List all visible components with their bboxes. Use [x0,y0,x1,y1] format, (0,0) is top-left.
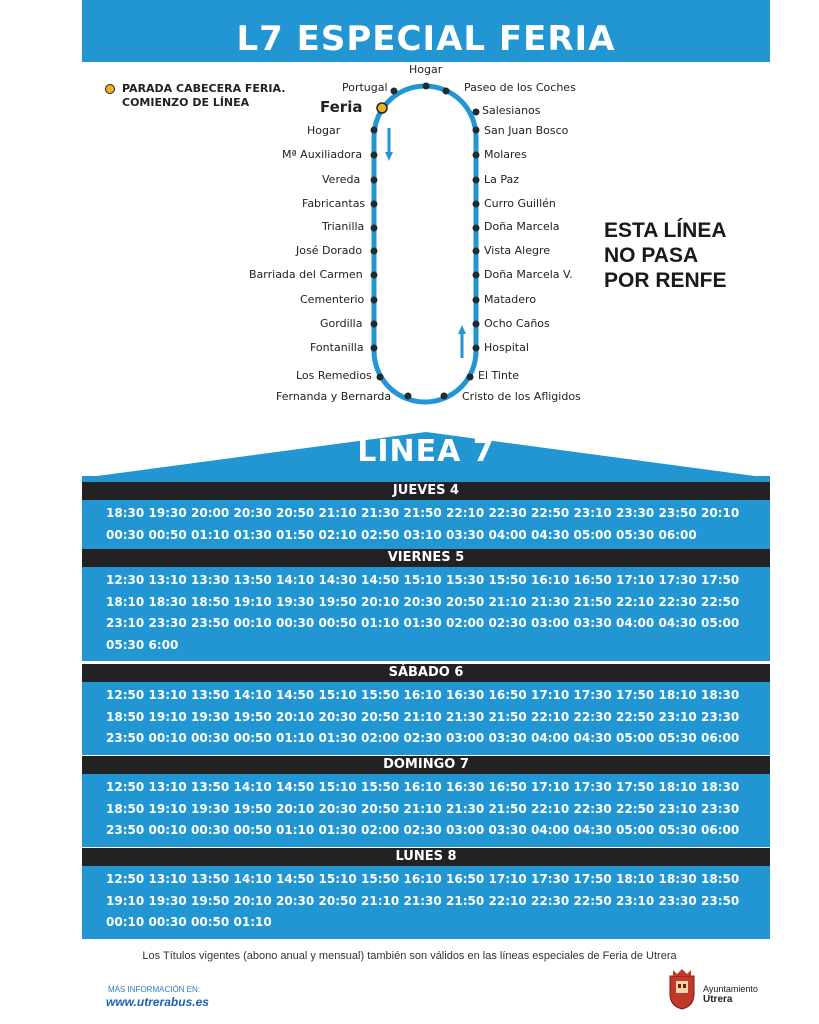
departure-time: 01:10 [361,616,400,630]
departure-time: 14:50 [276,688,315,702]
departure-time: 15:50 [361,872,400,886]
departure-time: 15:50 [488,573,527,587]
departure-time: 01:10 [233,915,272,929]
stop-portugal: Portugal [342,81,388,94]
departure-time: 19:50 [191,893,230,908]
stop-left-7: Cementerio [300,293,365,306]
departure-time: 18:50 [106,801,145,816]
stop-right-6: Vista Alegre [484,244,550,257]
departure-time: 13:10 [148,872,187,886]
stop-dot [405,393,412,400]
stop-dot [371,321,378,328]
departure-time: 04:00 [531,731,570,745]
ayuntamiento-crest-icon [667,968,697,1010]
stop-paseo-coches: Paseo de los Coches [464,81,576,94]
departure-time: 00:10 [148,731,187,745]
departure-time: 04:30 [573,823,612,837]
departure-time: 02:30 [403,823,442,837]
down-arrow-head-icon [385,152,393,161]
departure-time: 17:30 [658,573,697,587]
departure-time: 21:30 [446,801,485,816]
stop-dot [473,109,480,116]
departure-time: 13:10 [148,780,187,794]
departure-time: 12:50 [106,872,145,886]
stop-dot [473,225,480,232]
departure-time: 22:50 [701,594,740,609]
departure-time: 05:30 [616,527,655,542]
departure-time: 21:30 [361,506,400,520]
departure-time: 17:30 [573,780,612,794]
departure-time: 14:10 [276,573,315,587]
departure-time: 16:30 [446,688,485,702]
departure-time: 22:10 [488,893,527,908]
departure-time: 00:30 [106,527,145,542]
departure-time: 13:50 [191,688,230,702]
departure-time: 21:50 [488,801,527,816]
departure-time: 01:10 [276,823,315,837]
departure-time: 21:30 [531,594,570,609]
stop-left-10: Los Remedios [296,369,372,382]
stop-right-8: Matadero [484,293,537,306]
departure-time: 03:00 [446,731,485,745]
departure-time: 01:10 [276,731,315,745]
poster [82,0,770,942]
stop-dot [443,88,450,95]
stop-dot [371,177,378,184]
stop-dot [371,225,378,232]
departure-time: 00:50 [191,915,230,929]
legend-line2: COMIENZO DE LÍNEA [122,96,250,109]
departure-time: 23:30 [616,506,655,520]
departure-time: 05:00 [573,527,612,542]
departure-time: 19:50 [233,801,272,816]
departure-time: 20:30 [276,893,315,908]
departure-time: 18:30 [701,780,740,794]
departure-time: 22:30 [573,801,612,816]
departure-time: 00:50 [318,616,357,630]
stop-left-0: Hogar [307,124,341,137]
departure-time: 15:50 [361,688,400,702]
ayto-line1: Ayuntamiento [703,984,758,994]
stop-dot [467,374,474,381]
departure-time: 22:50 [531,506,570,520]
departure-time: 14:50 [276,872,315,886]
stop-dot [371,201,378,208]
departure-time: 22:50 [573,893,612,908]
stop-dot [423,83,430,90]
departure-time: 18:30 [148,594,187,609]
departure-time: 05:30 [658,823,697,837]
departure-time: 19:30 [148,506,187,520]
departure-time: 18:50 [701,872,740,886]
departure-time: 20:30 [318,801,357,816]
notice-line3: POR RENFE [604,269,727,292]
departure-time: 22:50 [616,801,655,816]
departure-time: 23:10 [106,616,145,630]
stop-dot [473,201,480,208]
departure-time: 18:10 [658,780,697,794]
departure-time: 18:50 [191,594,230,609]
departure-time: 00:30 [191,731,230,745]
departure-time: 01:10 [191,527,230,542]
departure-time: 02:30 [488,616,527,630]
stop-dot [473,272,480,279]
departure-time: 23:50 [106,731,145,745]
stop-dot [473,127,480,134]
stop-left-5: José Dorado [296,244,363,257]
departure-time: 22:10 [531,709,570,724]
stop-dot [371,297,378,304]
departure-time: 03:30 [446,527,485,542]
departure-time: 01:30 [318,823,357,837]
stop-right-0: Salesianos [482,104,541,117]
departure-time: 20:10 [361,594,400,609]
departure-time: 14:10 [233,688,272,702]
departure-time: 02:00 [361,823,400,837]
departure-time: 19:30 [191,709,230,724]
stop-right-5: Doña Marcela [484,220,560,233]
departure-time: 04:30 [573,731,612,745]
departure-time: 21:10 [361,893,400,908]
departure-time: 06:00 [658,527,697,542]
departure-time: 23:50 [191,616,230,630]
departure-time: 19:30 [276,594,315,609]
departure-time: 14:30 [318,573,357,587]
departure-time: 22:50 [616,709,655,724]
legend-line1: PARADA CABECERA FERIA. [122,82,286,95]
departure-time: 16:10 [403,688,442,702]
departure-time: 19:10 [106,893,145,908]
departure-time: 13:50 [191,872,230,886]
stop-right-9: Ocho Caños [484,317,550,330]
departure-time: 23:10 [573,506,612,520]
footer-note: Los Títulos vigentes (abono anual y mensual) también son válidos en las líneas especiales de Feria de Utrera [142,950,677,962]
departure-time: 17:50 [701,573,740,587]
departure-time: 03:00 [531,616,570,630]
departure-time: 05:00 [701,616,740,630]
departure-time: 02:30 [403,731,442,745]
stop-right-7: Doña Marcela V. [484,268,573,281]
up-arrow-head-icon [458,325,466,334]
departure-time: 18:30 [701,688,740,702]
departure-time: 20:10 [276,801,315,816]
departure-time: 17:10 [488,872,527,886]
departure-time: 21:50 [446,893,485,908]
stop-right-1: San Juan Bosco [484,124,569,137]
departure-time: 20:30 [318,709,357,724]
title-bar [82,0,770,62]
departure-time: 22:10 [531,801,570,816]
departure-time: 00:10 [106,915,145,929]
stop-right-2: Molares [484,148,527,161]
departure-time: 15:10 [318,872,357,886]
stop-dot [371,152,378,159]
departure-time: 20:00 [191,506,230,520]
stop-dot [473,321,480,328]
stop-left-1: Mª Auxiliadora [282,148,363,161]
day-header: LUNES 8 [82,848,770,866]
departure-time: 22:30 [531,893,570,908]
departure-time: 21:30 [403,893,442,908]
departure-time: 15:10 [403,573,442,587]
departure-time: 00:50 [233,823,272,837]
departure-time: 17:50 [616,780,655,794]
departure-time: 02:50 [361,527,400,542]
stop-left-11: Fernanda y Bernarda [276,390,392,403]
departure-time: 23:30 [701,801,740,816]
departure-time: 04:30 [658,616,697,630]
departure-time: 23:50 [701,893,740,908]
departure-time: 04:30 [531,527,570,542]
day-header: DOMINGO 7 [82,756,770,774]
departure-time: 16:10 [531,573,570,587]
departure-time: 17:50 [573,872,612,886]
ayto-line2: Utrera [703,994,733,1005]
stop-dot [371,248,378,255]
departure-time: 13:10 [148,573,187,587]
stop-dot [473,345,480,352]
departure-time: 23:10 [658,709,697,724]
departure-time: 14:10 [233,872,272,886]
departure-time: 18:10 [106,594,145,609]
departure-time: 16:50 [488,780,527,794]
departure-time: 14:50 [276,780,315,794]
departure-time: 20:10 [701,506,740,520]
departure-time: 20:10 [233,893,272,908]
departure-time: 17:30 [573,688,612,702]
departure-time: 15:10 [318,688,357,702]
more-info-label: MÁS INFORMACIÓN EN: [108,985,201,994]
stop-left-8: Gordilla [320,317,363,330]
stop-left-9: Fontanilla [310,341,364,354]
departure-time: 02:00 [361,731,400,745]
stop-dot [371,272,378,279]
departure-time: 13:10 [148,688,187,702]
stop-dot [473,297,480,304]
departure-time: 20:50 [276,506,315,520]
departure-time: 17:10 [616,573,655,587]
departure-time: 14:10 [233,780,272,794]
departure-time: 04:00 [616,616,655,630]
departure-time: 03:30 [488,823,527,837]
departure-time: 22:10 [446,506,485,520]
departure-time: 19:30 [191,801,230,816]
stop-right-12: Cristo de los Afligidos [462,390,581,403]
stop-left-6: Barriada del Carmen [249,268,363,281]
stop-left-2: Vereda [322,173,361,186]
departure-time: 00:30 [191,823,230,837]
departure-time: 06:00 [701,823,740,837]
stop-dot [391,88,398,95]
feria-head-stop-icon [377,103,387,113]
departure-time: 05:30 [106,637,145,652]
departure-time: 05:00 [616,823,655,837]
stop-hogar-top: Hogar [409,63,443,76]
departure-time: 12:50 [106,688,145,702]
departure-time: 22:30 [658,594,697,609]
ayuntamiento-label [703,984,758,1005]
departure-time: 04:00 [531,823,570,837]
departure-time: 21:10 [488,594,527,609]
departure-time: 19:10 [148,709,187,724]
departure-time: 12:50 [106,780,145,794]
notice-line2: NO PASA [604,244,699,267]
stop-dot [441,393,448,400]
departure-time: 18:10 [658,688,697,702]
departure-time: 19:50 [233,709,272,724]
departure-time: 20:10 [276,709,315,724]
departure-time: 01:30 [318,731,357,745]
departure-time: 19:10 [233,594,272,609]
departure-time: 6:00 [148,637,179,652]
stop-right-10: Hospital [484,341,529,354]
day-header: SÁBADO 6 [82,664,770,682]
departure-time: 19:30 [148,893,187,908]
departure-time: 13:50 [233,573,272,587]
stop-left-3: Fabricantas [302,197,366,210]
departure-time: 13:30 [191,573,230,587]
departure-time: 23:10 [616,893,655,908]
departure-time: 17:30 [531,872,570,886]
departure-time: 21:30 [446,709,485,724]
departure-time: 20:30 [233,506,272,520]
departure-time: 23:50 [658,506,697,520]
line-title: LÍNEA 7 [357,434,495,469]
departure-time: 03:10 [403,527,442,542]
departure-time: 15:30 [446,573,485,587]
departure-time: 21:50 [573,594,612,609]
departure-time: 23:30 [658,893,697,908]
departure-time: 17:10 [531,688,570,702]
more-info-link[interactable]: www.utrerabus.es [106,995,209,1009]
departure-time: 04:00 [488,527,527,542]
departure-time: 05:30 [658,731,697,745]
departure-time: 01:50 [276,527,315,542]
page-title: L7 ESPECIAL FERIA [236,19,616,59]
departure-time: 20:50 [361,709,400,724]
departure-time: 21:10 [403,801,442,816]
departure-time: 22:30 [488,506,527,520]
departure-time: 21:50 [403,506,442,520]
departure-time: 00:50 [233,731,272,745]
departure-time: 16:30 [446,780,485,794]
departure-time: 23:30 [148,616,187,630]
departure-time: 05:00 [616,731,655,745]
stop-feria: Feria [320,98,363,116]
departure-time: 00:10 [148,823,187,837]
departure-time: 23:10 [658,801,697,816]
departure-time: 19:50 [318,594,357,609]
departure-time: 02:00 [446,616,485,630]
departure-time: 17:50 [616,688,655,702]
stop-right-4: Curro Guillén [484,197,556,210]
departure-time: 18:30 [658,872,697,886]
departure-time: 00:30 [148,915,187,929]
stop-dot [473,248,480,255]
stop-dot [473,152,480,159]
departure-time: 00:50 [148,527,187,542]
departure-time: 16:10 [403,780,442,794]
day-header: JUEVES 4 [82,482,770,500]
stop-right-3: La Paz [484,173,520,186]
departure-time: 20:50 [318,893,357,908]
departure-time: 02:10 [318,527,357,542]
departure-time: 20:30 [403,594,442,609]
head-stop-marker-icon [105,84,115,94]
departure-time: 23:30 [701,709,740,724]
departure-time: 00:30 [276,616,315,630]
departure-time: 16:50 [488,688,527,702]
departure-time: 03:30 [488,731,527,745]
stop-dot [377,374,384,381]
departure-time: 16:50 [573,573,612,587]
departure-time: 22:30 [573,709,612,724]
departure-time: 21:10 [318,506,357,520]
departure-time: 06:00 [701,731,740,745]
departure-time: 22:10 [616,594,655,609]
departure-time: 21:50 [488,709,527,724]
stop-left-4: Trianilla [322,220,365,233]
departure-time: 23:50 [106,823,145,837]
stop-dot [371,345,378,352]
stop-right-11: El Tinte [478,369,519,382]
departure-time: 15:10 [318,780,357,794]
departure-time: 21:10 [403,709,442,724]
departure-time: 18:50 [106,709,145,724]
stop-dot [473,177,480,184]
no-renfe-notice [604,218,727,293]
departure-time: 03:00 [446,823,485,837]
day-header: VIERNES 5 [82,549,770,567]
stop-dot [371,127,378,134]
departure-time: 17:10 [531,780,570,794]
notice-line1: ESTA LÍNEA [604,219,727,242]
departure-time: 01:30 [233,527,272,542]
departure-time: 16:50 [446,872,485,886]
departure-time: 03:30 [573,616,612,630]
departure-time: 19:10 [148,801,187,816]
departure-time: 18:30 [106,506,145,520]
departure-time: 20:50 [446,594,485,609]
departure-time: 01:30 [403,616,442,630]
departure-time: 00:10 [233,616,272,630]
departure-time: 14:50 [361,573,400,587]
departure-time: 18:10 [616,872,655,886]
departure-time: 13:50 [191,780,230,794]
departure-time: 15:50 [361,780,400,794]
departure-time: 20:50 [361,801,400,816]
departure-time: 12:30 [106,573,145,587]
departure-time: 16:10 [403,872,442,886]
